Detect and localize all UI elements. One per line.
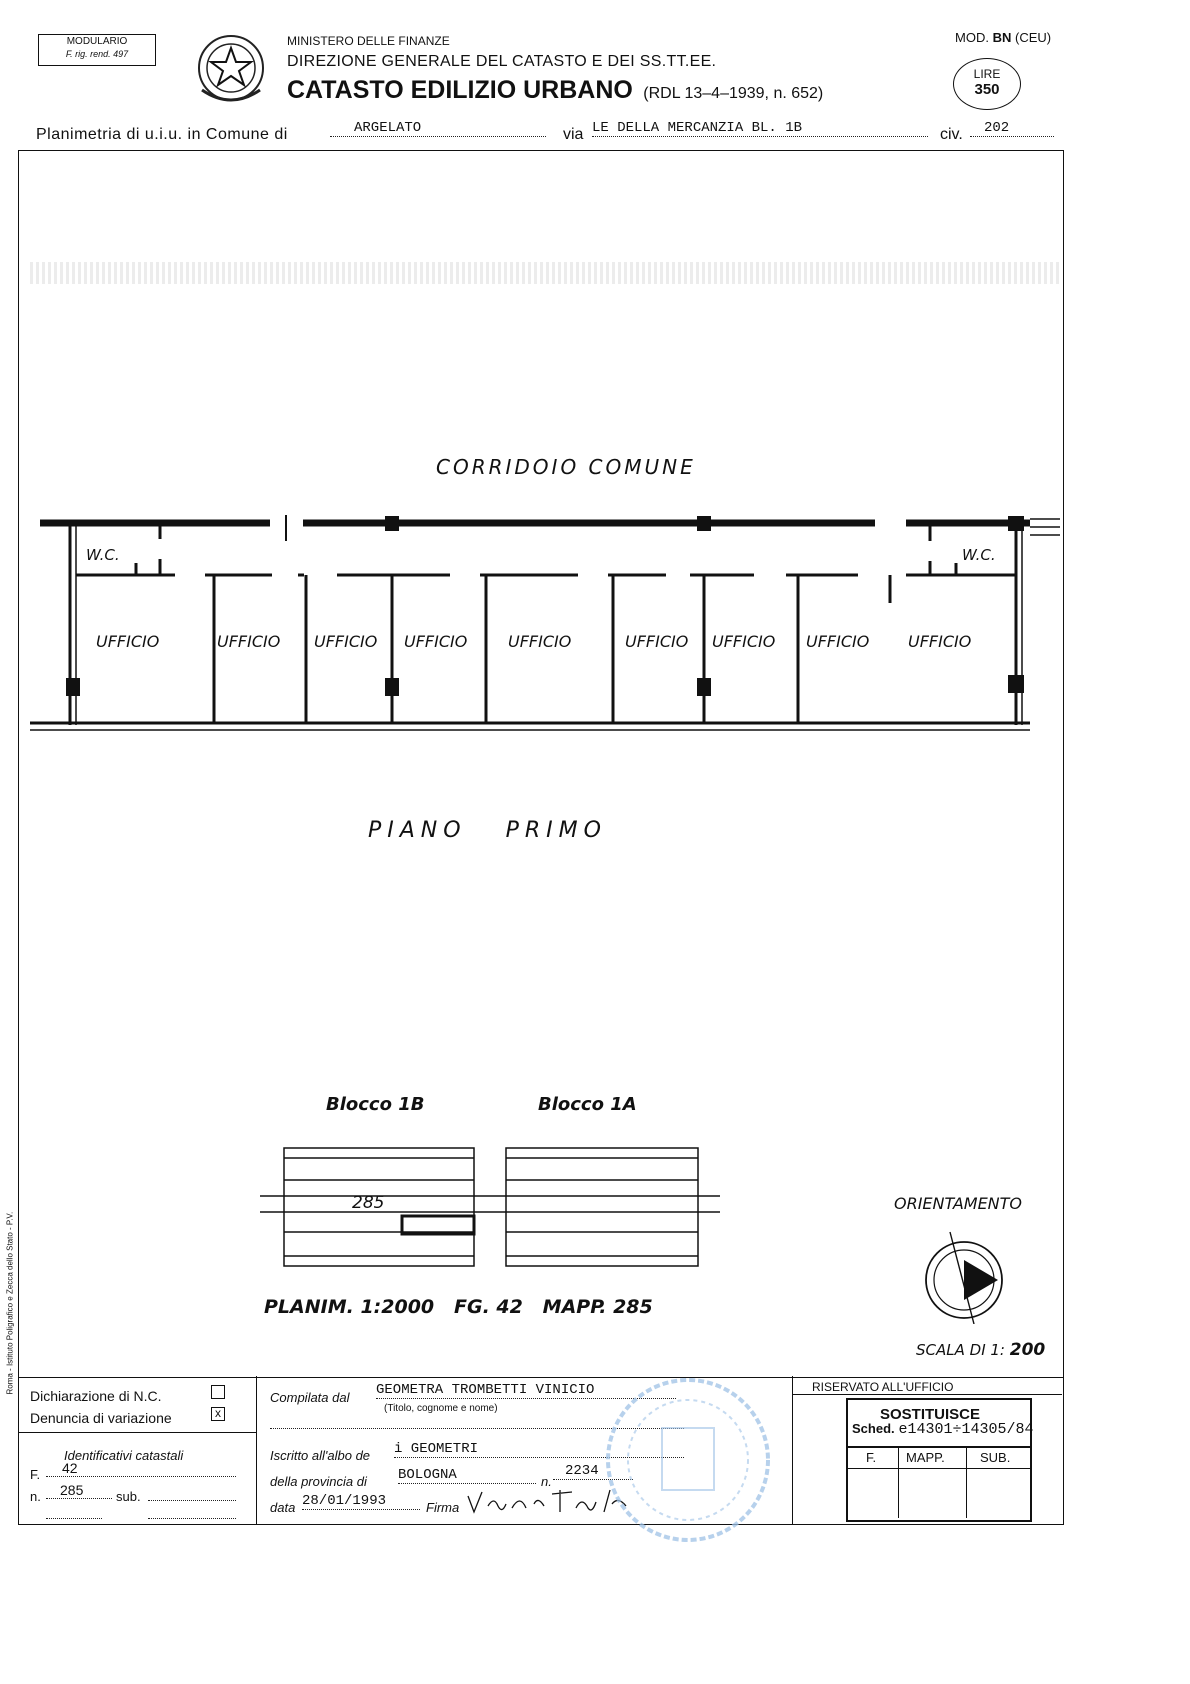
n-label: n. [30,1489,41,1504]
lire-label: LIRE [973,67,1001,81]
col-mapp-label: MAPP. [906,1450,945,1465]
compilata-hint: (Titolo, cognome e nome) [384,1403,498,1414]
footer-divider-right [792,1376,793,1524]
comune-value: ARGELATO [330,120,546,137]
direction: DIREZIONE GENERALE DEL CATASTO E DEI SS.TT.EE. [287,53,717,70]
site-plan [260,1140,720,1280]
modulario-label: MODULARIO [66,36,128,47]
lire-stamp [953,58,1021,110]
footer-divider-id [18,1432,256,1433]
identificativi-label: Identificativi catastali [64,1448,184,1463]
sched-label: Sched. [852,1421,895,1436]
data-value: 28/01/1993 [302,1493,420,1510]
sched-value: e14301÷14305/84 [898,1421,1034,1438]
planimetria-label: Planimetria di u.i.u. in Comune di [36,126,288,143]
parcel-number: 285 [352,1193,385,1213]
office-label: UFFICIO [806,632,870,651]
modulario-sub: F. rig. rend. 497 [65,49,129,59]
blank-line [46,1514,102,1519]
denuncia-checkbox[interactable] [211,1407,225,1421]
office-label: UFFICIO [712,632,776,651]
footer-divider-left [256,1376,257,1524]
via-label: via [563,126,584,143]
denuncia-label: Denuncia di variazione [30,1410,172,1426]
office-label: UFFICIO [314,632,378,651]
wc-right-label: W.C. [962,546,996,564]
iscritto-label: Iscritto all'albo de [270,1448,371,1463]
denuncia-mark: x [215,1406,221,1420]
office-label: UFFICIO [908,632,972,651]
office-label: UFFICIO [508,632,572,651]
mod-code: MOD. BN (CEU) [955,30,1052,45]
sub-value [148,1496,236,1501]
riservato-label: RISERVATO ALL'UFFICIO [812,1380,954,1394]
emblem-icon [194,30,268,110]
corridor-label: CORRIDOIO COMUNE [436,455,696,479]
sostituisce-header-line [846,1468,1030,1469]
margin-note: Roma - Istituto Poligrafico e Zecca dello Stato - P.V. [5,1211,15,1395]
n-albo-value: 2234 [553,1463,633,1480]
col-f-label: F. [866,1450,877,1465]
lire-value: 350 [974,81,1000,98]
data-label: data [270,1500,296,1515]
compilata-label: Compilata dal [270,1390,350,1405]
f-label: F. [30,1467,41,1482]
office-label: UFFICIO [217,632,281,651]
scale-label: SCALA DI 1: [916,1341,1005,1359]
stamp-icon [600,1372,776,1548]
floor-label: PIANO PRIMO [368,818,607,843]
firma-label: Firma [426,1500,460,1515]
floor-plan [30,505,1070,745]
modulario-box [38,34,156,66]
wc-left-label: W.C. [86,546,120,564]
civ-value: 202 [970,120,1054,137]
title: CATASTO EDILIZIO URBANO [287,76,633,104]
faded-band [30,262,1060,284]
provincia-value: BOLOGNA [398,1467,536,1484]
n-albo-label: n. [541,1474,552,1489]
compass-icon [924,1228,1008,1324]
site-plan-caption: PLANIM. 1:2000 FG. 42 MAPP. 285 [264,1296,653,1318]
via-value: LE DELLA MERCANZIA BL. 1B [592,120,928,137]
office-label: UFFICIO [625,632,689,651]
sostituisce-col-divider [966,1446,967,1518]
civ-label: civ. [940,126,963,143]
blank-line [148,1514,236,1519]
f-value: 42 [46,1460,236,1477]
sched-row [852,1420,1034,1438]
block-1b-label: Blocco 1B [326,1094,425,1115]
provincia-label: della provincia di [270,1474,367,1489]
ministry: MINISTERO DELLE FINANZE [287,34,450,48]
title-ref: (RDL 13–4–1939, n. 652) [643,85,824,102]
block-1a-label: Blocco 1A [538,1094,637,1115]
orientation-label: ORIENTAMENTO [894,1194,1023,1213]
scale-value: 200 [1009,1340,1046,1360]
office-label: UFFICIO [96,632,160,651]
footer-divider-riservato [792,1394,1062,1395]
n-value: 285 [46,1482,112,1499]
office-label: UFFICIO [404,632,468,651]
dichiarazione-checkbox[interactable] [211,1385,225,1399]
sostituisce-divider [846,1446,1030,1448]
scale [916,1340,1045,1360]
dichiarazione-label: Dichiarazione di N.C. [30,1388,162,1404]
iscritto-value: i GEOMETRI [394,1441,684,1458]
sub-label: sub. [116,1489,141,1504]
compilata-value: GEOMETRA TROMBETTI VINICIO [376,1382,676,1399]
col-sub-label: SUB. [980,1450,1011,1465]
sostituisce-label: SOSTITUISCE [880,1406,981,1423]
document-title [287,76,823,105]
sostituisce-col-divider [898,1446,899,1518]
